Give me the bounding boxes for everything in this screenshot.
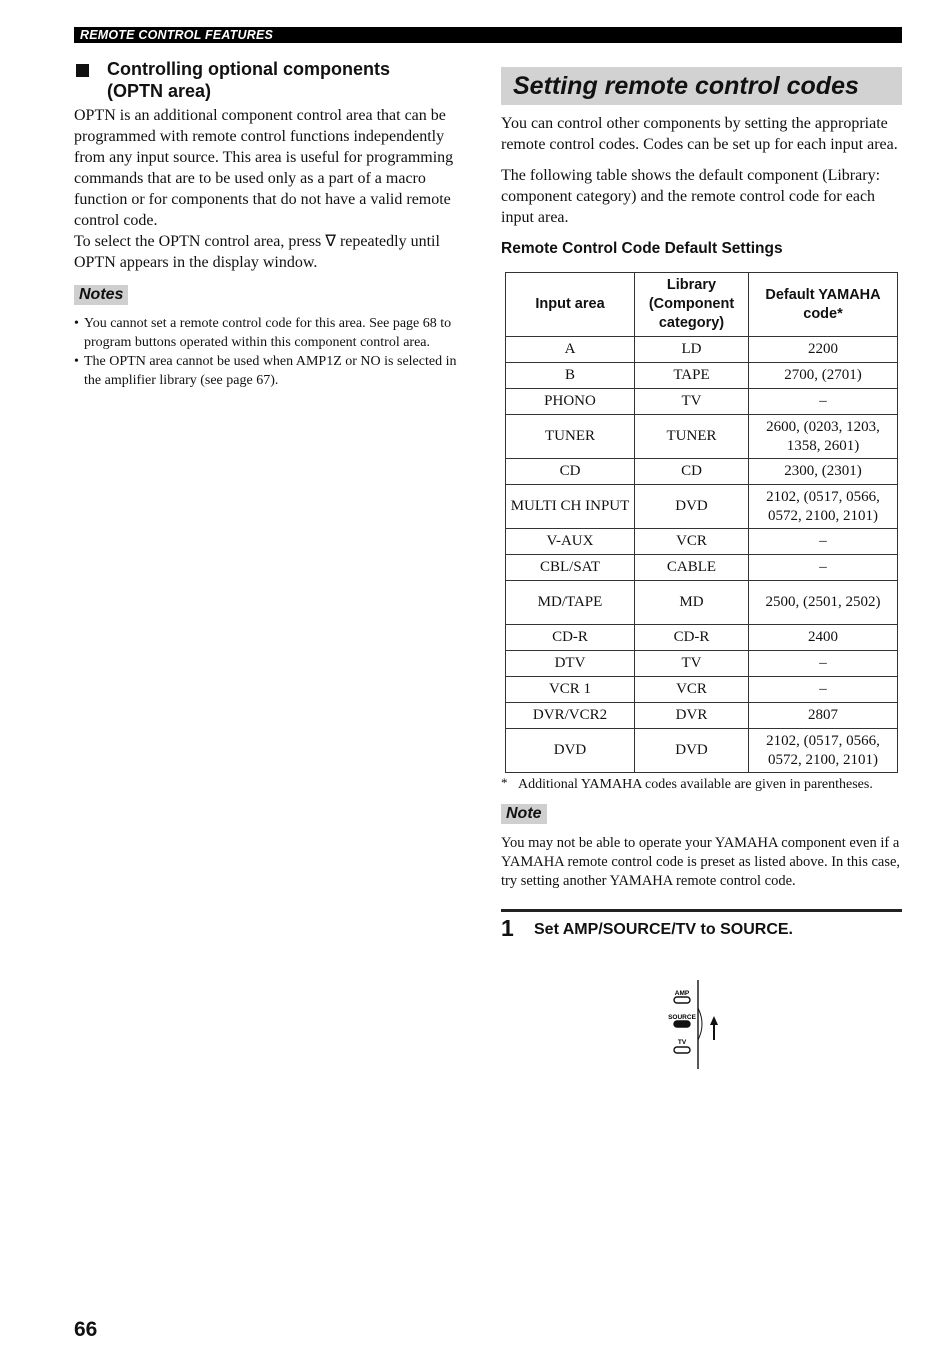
cell-default-code: 2102, (0517, 0566, 0572, 2100, 2101) xyxy=(749,485,898,529)
table-row xyxy=(506,677,898,703)
table-row xyxy=(506,581,898,625)
table-row xyxy=(506,337,898,363)
table-body xyxy=(506,337,898,773)
section-header-bar: REMOTE CONTROL FEATURES xyxy=(74,27,902,43)
note-item-text: The OPTN area cannot be used when AMP1Z or NO is selected in the amplifier library (see page 67). xyxy=(84,354,457,388)
switch-label-amp: AMP xyxy=(674,990,690,997)
cell-library: VCR xyxy=(635,529,749,555)
column-header-input-area: Input area xyxy=(506,273,635,337)
remote-code-table xyxy=(505,272,898,773)
table-row xyxy=(506,703,898,729)
optn-paragraph-2 xyxy=(74,231,474,273)
source-position-icon xyxy=(674,1021,690,1027)
optn-paragraph-2-end: repeatedly until OPTN appears in the display window. xyxy=(74,233,440,271)
amp-position-icon xyxy=(674,997,690,1003)
cell-input-area: B xyxy=(506,363,635,389)
bullet-icon: • xyxy=(74,316,79,331)
table-row xyxy=(506,363,898,389)
note-label: Note xyxy=(501,804,547,824)
cell-input-area: DVR/VCR2 xyxy=(506,703,635,729)
notes-list xyxy=(74,314,474,390)
cell-library: VCR xyxy=(635,677,749,703)
step-text: Set AMP/SOURCE/TV to SOURCE. xyxy=(534,921,793,938)
switch-label-source: SOURCE xyxy=(668,1014,696,1021)
table-header-row xyxy=(506,273,898,337)
optn-paragraph-1: OPTN is an additional component control area that can be programmed with remote control functions independently from any input source. This area is useful for programming commands that are to be used only as a part of a macro function or for components that do not have a valid remote control code. xyxy=(74,107,454,229)
note-item xyxy=(74,314,474,352)
down-triangle-icon: ∇ xyxy=(325,233,336,250)
table-row xyxy=(506,389,898,415)
asterisk-mark: * xyxy=(501,775,508,790)
cell-default-code: 2807 xyxy=(749,703,898,729)
square-bullet-icon xyxy=(76,64,89,77)
bullet-icon: • xyxy=(74,354,79,369)
optn-heading-line2: (OPTN area) xyxy=(107,81,212,101)
cell-library: DVD xyxy=(635,485,749,529)
intro-paragraph-1: You can control other components by setting the appropriate remote control codes. Codes can be set up for each input area. xyxy=(501,115,898,153)
cell-default-code: 2400 xyxy=(749,625,898,651)
table-row xyxy=(506,459,898,485)
step-1 xyxy=(501,915,902,945)
cell-input-area: CD-R xyxy=(506,625,635,651)
cell-input-area: MD/TAPE xyxy=(506,581,635,625)
cell-default-code: 2102, (0517, 0566, 0572, 2100, 2101) xyxy=(749,729,898,773)
page-title: Setting remote control codes xyxy=(501,67,902,105)
cell-default-code: 2200 xyxy=(749,337,898,363)
cell-library: TV xyxy=(635,389,749,415)
table-row xyxy=(506,485,898,529)
switch-label-tv: TV xyxy=(677,1039,687,1046)
left-column xyxy=(74,58,474,390)
cell-input-area: DTV xyxy=(506,651,635,677)
cell-library: TAPE xyxy=(635,363,749,389)
cell-default-code: – xyxy=(749,651,898,677)
intro-paragraph-2: The following table shows the default component (Library: component category) and the remote control code for each input area. xyxy=(501,167,881,226)
cell-library: CD-R xyxy=(635,625,749,651)
table-row xyxy=(506,529,898,555)
table-row xyxy=(506,625,898,651)
cell-input-area: MULTI CH INPUT xyxy=(506,485,635,529)
note-text: You may not be able to operate your YAMAHA component even if a YAMAHA remote control code is preset as listed above. In this case, try setting another YAMAHA remote control code. xyxy=(501,835,901,889)
cell-library: DVR xyxy=(635,703,749,729)
optn-paragraph-2-start: To select the OPTN control area, press xyxy=(74,233,326,250)
cell-library: CD xyxy=(635,459,749,485)
cell-input-area: DVD xyxy=(506,729,635,773)
cell-input-area: PHONO xyxy=(506,389,635,415)
table-footnote xyxy=(501,775,902,794)
cell-input-area: V-AUX xyxy=(506,529,635,555)
optn-heading xyxy=(74,58,474,102)
up-arrow-icon xyxy=(710,1016,718,1025)
source-switch-illustration xyxy=(662,978,732,1072)
step-divider xyxy=(501,909,902,912)
cell-library: TUNER xyxy=(635,415,749,459)
cell-default-code: 2500, (2501, 2502) xyxy=(749,581,898,625)
step-number: 1 xyxy=(501,915,514,941)
right-column xyxy=(501,67,902,945)
table-row xyxy=(506,651,898,677)
cell-default-code: 2300, (2301) xyxy=(749,459,898,485)
cell-default-code: 2600, (0203, 1203, 1358, 2601) xyxy=(749,415,898,459)
cell-library: TV xyxy=(635,651,749,677)
cell-input-area: TUNER xyxy=(506,415,635,459)
note-item-text: You cannot set a remote control code for this area. See page 68 to program buttons operated within this component control area. xyxy=(84,316,452,350)
cell-default-code: – xyxy=(749,677,898,703)
cell-library: LD xyxy=(635,337,749,363)
notes-label: Notes xyxy=(74,285,128,305)
note-item xyxy=(74,352,474,390)
table-row xyxy=(506,729,898,773)
column-header-default-code: Default YAMAHA code* xyxy=(749,273,898,337)
cell-default-code: – xyxy=(749,389,898,415)
table-row xyxy=(506,555,898,581)
table-heading: Remote Control Code Default Settings xyxy=(501,240,783,257)
table-row xyxy=(506,415,898,459)
footnote-text: Additional YAMAHA codes available are given in parentheses. xyxy=(518,777,873,792)
column-header-library: Library (Component category) xyxy=(635,273,749,337)
cell-library: MD xyxy=(635,581,749,625)
cell-default-code: 2700, (2701) xyxy=(749,363,898,389)
cell-library: CABLE xyxy=(635,555,749,581)
cell-default-code: – xyxy=(749,555,898,581)
page-number: 66 xyxy=(74,1318,98,1341)
cell-input-area: CD xyxy=(506,459,635,485)
cell-input-area: VCR 1 xyxy=(506,677,635,703)
optn-heading-line1: Controlling optional components xyxy=(107,59,390,79)
cell-default-code: – xyxy=(749,529,898,555)
cell-input-area: CBL/SAT xyxy=(506,555,635,581)
tv-position-icon xyxy=(674,1047,690,1053)
cell-library: DVD xyxy=(635,729,749,773)
cell-input-area: A xyxy=(506,337,635,363)
